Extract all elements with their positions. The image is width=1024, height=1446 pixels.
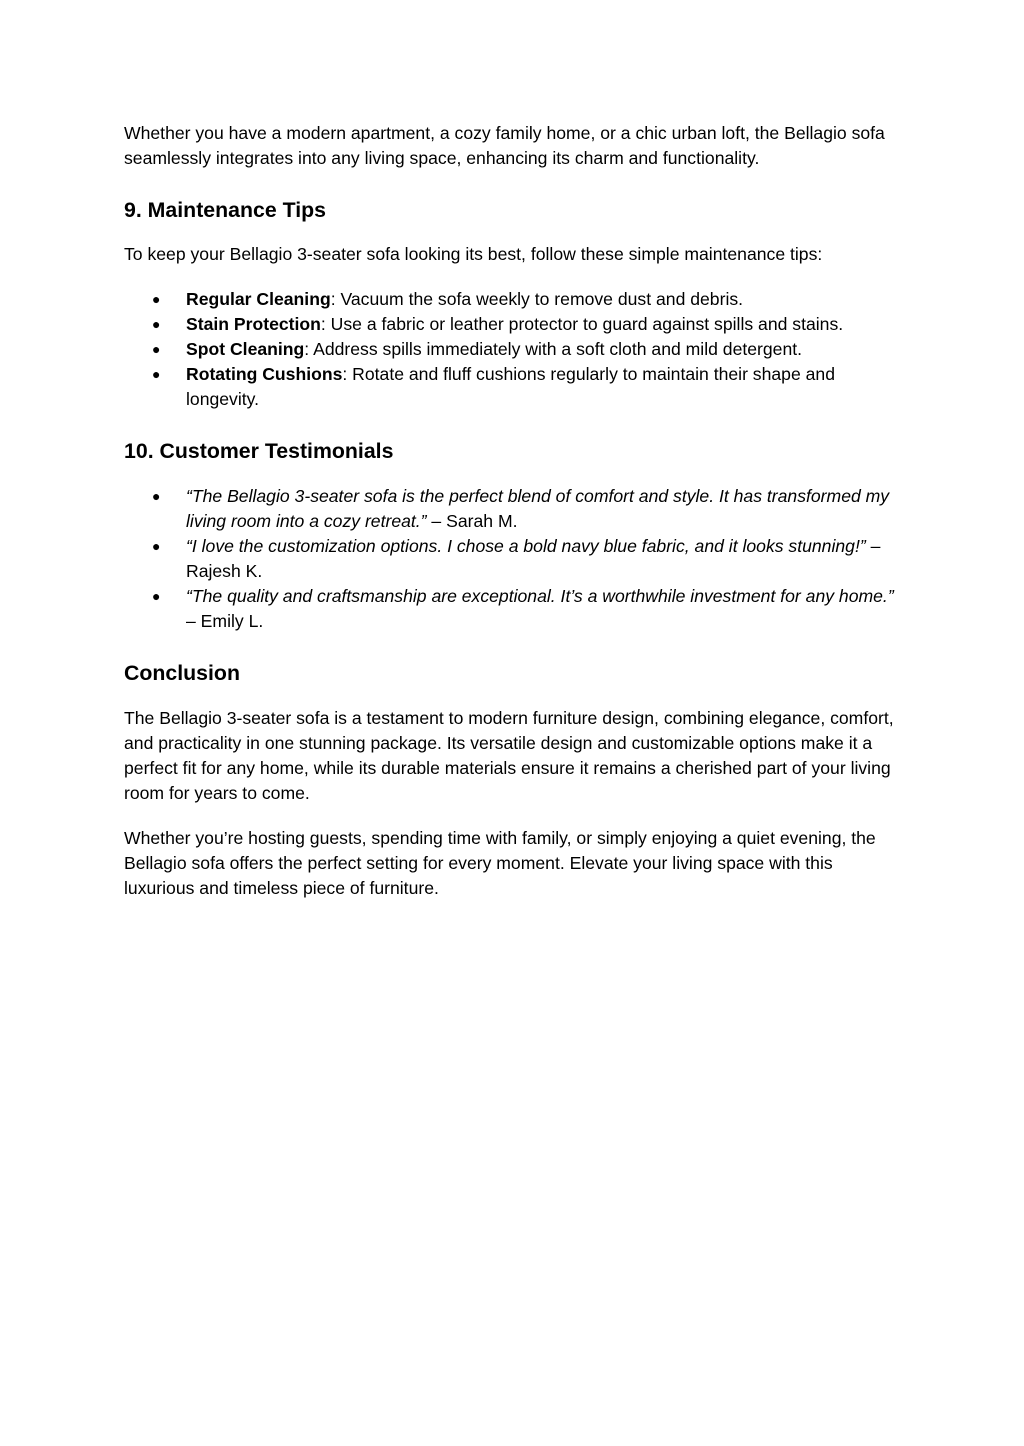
bullet-icon: ● [152, 341, 161, 357]
testimonials-list [124, 484, 904, 634]
testimonial-author: – Emily L. [186, 611, 264, 631]
bullet-icon: ● [152, 588, 161, 604]
list-item [124, 312, 904, 337]
maintenance-lead: To keep your Bellagio 3-seater sofa looking its best, follow these simple maintenance tips: [124, 244, 823, 264]
tip-term: Regular Cleaning [186, 289, 331, 309]
list-item [124, 337, 904, 362]
testimonial-quote: “The quality and craftsmanship are exceptional. It’s a worthwhile investment for any home.” [186, 586, 894, 606]
testimonial-author: – Sarah M. [426, 511, 518, 531]
tip-desc: : Use a fabric or leather protector to guard against spills and stains. [320, 314, 844, 334]
testimonial-quote: “I love the customization options. I chose a bold navy blue fabric, and it looks stunning!” [186, 536, 866, 556]
testimonial-quote: “The Bellagio 3-seater sofa is the perfect blend of comfort and style. It has transformed my living room into a cozy retreat.” [186, 486, 890, 531]
list-item [124, 484, 904, 534]
testimonial-author: – Rajesh K. [186, 536, 881, 581]
conclusion-paragraph: The Bellagio 3-seater sofa is a testament to modern furniture design, combining elegance, comfort, and practicality in one stunning package. Its versatile design and customizable options make it a perfect fit for any home, while its durable materials ensure it remains a cherished part of your living room for years to come. [124, 708, 894, 803]
maintenance-heading: 9. Maintenance Tips [124, 198, 326, 222]
tip-desc: : Address spills immediately with a soft cloth and mild detergent. [304, 339, 803, 359]
tip-desc: : Vacuum the sofa weekly to remove dust and debris. [330, 289, 744, 309]
list-item [124, 584, 904, 634]
maintenance-list [124, 287, 904, 412]
conclusion-heading: Conclusion [124, 661, 240, 685]
tip-desc: : Rotate and fluff cushions regularly to maintain their shape and longevity. [186, 364, 835, 409]
list-item [124, 362, 904, 412]
bullet-icon: ● [152, 538, 161, 554]
bullet-icon: ● [152, 366, 161, 382]
list-item [124, 287, 904, 312]
list-item [124, 534, 904, 584]
bullet-icon: ● [152, 291, 161, 307]
intro-paragraph: Whether you have a modern apartment, a cozy family home, or a chic urban loft, the Bellagio sofa seamlessly integrates into any living space, enhancing its charm and functionality. [124, 123, 885, 168]
bullet-icon: ● [152, 488, 161, 504]
tip-term: Rotating Cushions [186, 364, 343, 384]
document-page [124, 121, 904, 901]
conclusion-paragraph: Whether you’re hosting guests, spending time with family, or simply enjoying a quiet evening, the Bellagio sofa offers the perfect setting for every moment. Elevate your living space with this luxurious and timeless piece of furniture. [124, 828, 876, 898]
tip-term: Spot Cleaning [186, 339, 305, 359]
bullet-icon: ● [152, 316, 161, 332]
tip-term: Stain Protection [186, 314, 321, 334]
testimonials-heading: 10. Customer Testimonials [124, 439, 394, 463]
